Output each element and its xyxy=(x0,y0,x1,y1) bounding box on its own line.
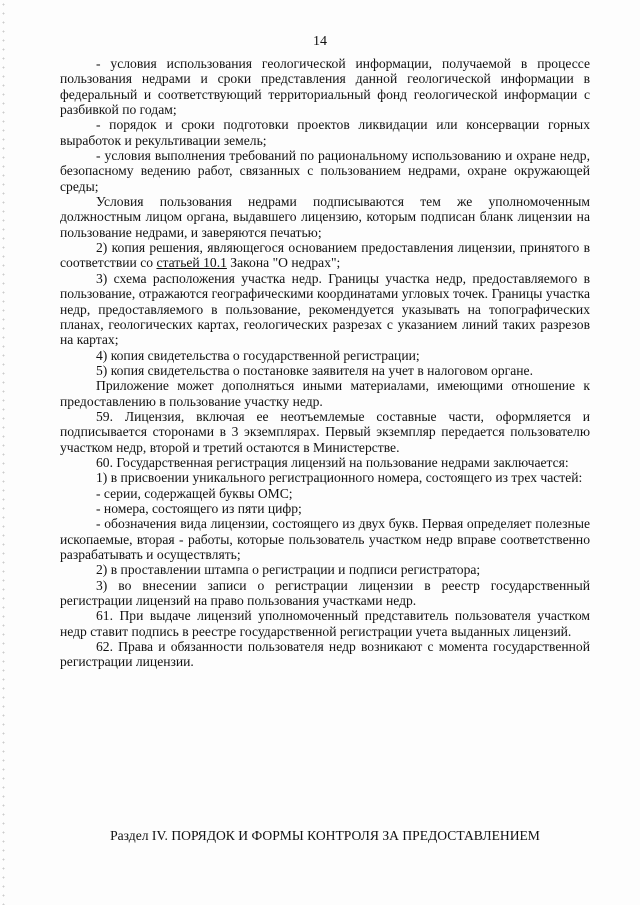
paragraph-item-4: 4) копия свидетельства о государственной регистрации; xyxy=(96,347,420,363)
item-2-text-before: 2) копия решения, являющегося основанием предоставления лицензии, принятого в соответствии со xyxy=(60,240,590,271)
paragraph-60-item-3: 3) во внесении записи о регистрации лицензии в реестр государственный регистрации лицензий на право пользования участками недр. xyxy=(60,577,590,609)
paragraph-geo-info-conditions: - условия использования геологической информации, получаемой в процессе пользования недрами и сроки представления данной геологической информации в федеральный и соответствующий территориальный фонд геологической информации с разбивкой по годам; xyxy=(60,56,590,118)
scan-margin-dots xyxy=(2,0,5,905)
paragraph-item-5: 5) копия свидетельства о постановке заявителя на учет в налоговом органе. xyxy=(96,362,533,378)
paragraph-60-item-2: 2) в проставлении штампа о регистрации и подписи регистратора; xyxy=(96,562,481,578)
paragraph-item-2 xyxy=(60,240,590,271)
paragraph-license-type: - обозначения вида лицензии, состоящего из двух букв. Первая определяет полезные ископаемые, вторая - работы, которые пользователь участком недр вправе соответственно разрабатывать и осуществлять; xyxy=(60,516,590,562)
paragraph-60-item-1: 1) в присвоении уникального регистрационного номера, состоящего из трех частей: xyxy=(96,470,583,486)
paragraph-series: - серии, содержащей буквы ОМС; xyxy=(96,485,293,501)
paragraph-item-3-scheme: 3) схема расположения участка недр. Границы участка недр, предоставляемого в пользование, отражаются географическими координатами угловых точек. Границы участка недр, предоставляемого в пользование, рекомендуется указывать на топографических планах, геологических картах, геологических разрезах с указанием линий таких разрезов на картах; xyxy=(60,270,590,348)
paragraph-conditions-signature: Условия пользования недрами подписываются тем же уполномоченным должностным лицом органа, выдавшего лицензию, которым подписан бланк лицензии на пользование недрами, и заверяются печатью; xyxy=(60,194,590,240)
document-body xyxy=(60,56,590,670)
item-2-text-after: Закона "О недрах"; xyxy=(226,255,341,271)
article-10-1-link[interactable]: статьей 10.1 xyxy=(156,255,227,271)
paragraph-60: 60. Государственная регистрация лицензий на пользование недрами заключается: xyxy=(96,454,569,470)
paragraph-61: 61. При выдаче лицензий уполномоченный представитель пользователя участком недр ставит подпись в реестре государственной регистрации учета выданных лицензий. xyxy=(60,608,590,639)
paragraph-59: 59. Лицензия, включая ее неотъемлемые составные части, оформляется и подписывается сторонами в 3 экземплярах. Первый экземпляр передается пользователю участком недр, второй и третий остаются в Министерстве. xyxy=(60,408,590,455)
page-number: 14 xyxy=(313,34,327,49)
paragraph-liquidation-terms: - порядок и сроки подготовки проектов ликвидации или консервации горных выработок и рекультивации земель; xyxy=(60,117,590,148)
paragraph-protection-requirements: - условия выполнения требований по рациональному использованию и охране недр, безопасному ведению работ, связанных с пользованием недрами, охране окружающей среды; xyxy=(60,148,590,194)
section-4-title: Раздел IV. ПОРЯДОК И ФОРМЫ КОНТРОЛЯ ЗА ПРЕДОСТАВЛЕНИЕМ xyxy=(110,828,540,843)
paragraph-number: - номера, состоящего из пяти цифр; xyxy=(96,500,302,516)
paragraph-62: 62. Права и обязанности пользователя недр возникают с момента государственной регистрации лицензии. xyxy=(60,639,590,670)
paragraph-appendix-note: Приложение может дополняться иными материалами, имеющими отношение к предоставлению в пользование участку недр. xyxy=(60,378,590,409)
